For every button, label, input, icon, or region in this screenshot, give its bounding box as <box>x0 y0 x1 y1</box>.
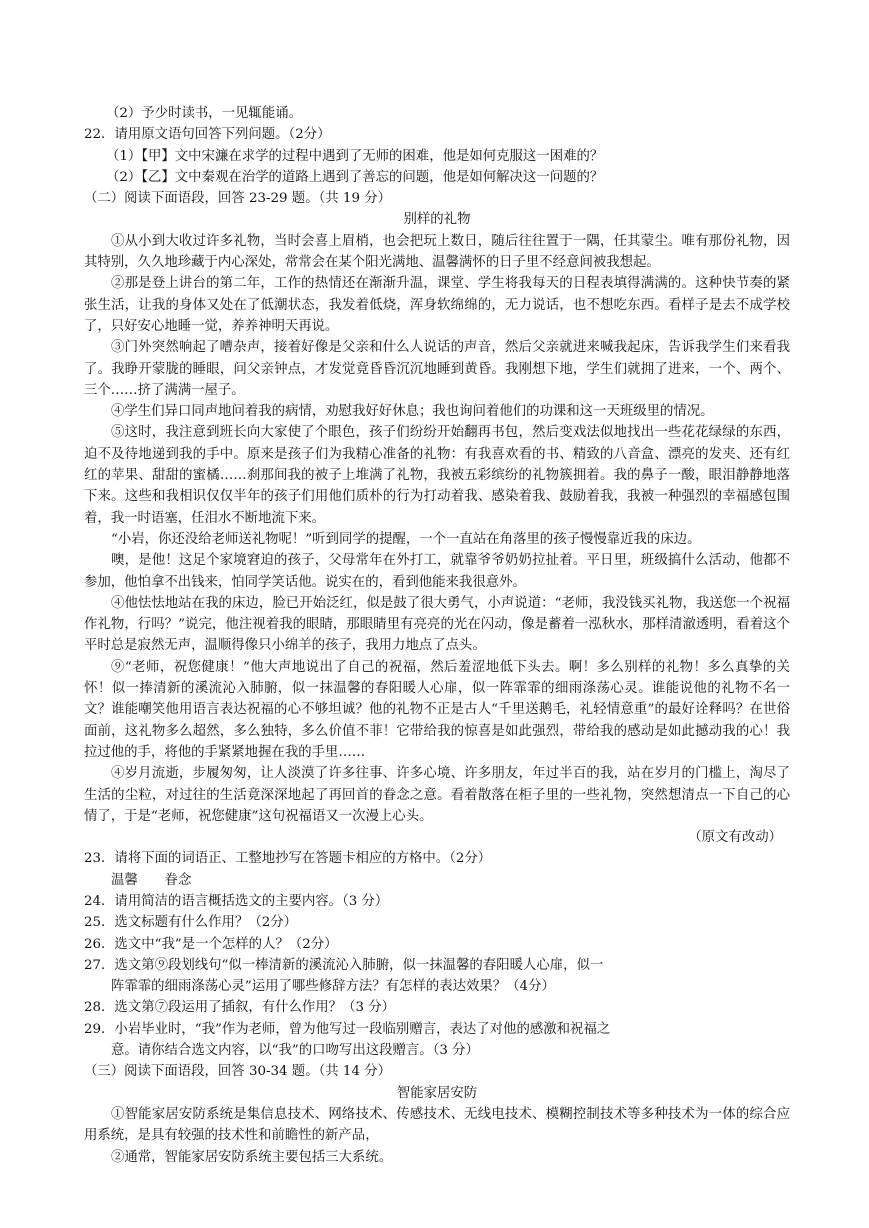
question-27: 27．选文第⑨段划线句“似一棒清新的溪流沁入肺腑，似一抹温馨的春阳暖人心扉，似一 <box>84 957 604 973</box>
question-28: 28．选文第⑦段运用了插叙，有什么作用？（3 分） <box>84 1000 396 1016</box>
paragraph-7: 噢，是他！这足个家境窘迫的孩子，父母常年在外打工，就靠爷爷奶奶拉扯着。平日里，班级搞什么活动，他都不参加，他怕拿不出钱来，怕同学笑话他。说实在的，看到他能来我很意外。 <box>84 553 790 590</box>
question-25: 25．选文标题有什么作用？（2分） <box>84 915 298 931</box>
paragraph-9: ⑨“老师，祝您健康！”他大声地说出了自己的祝福，然后羞涩地低下头去。啊！多么别样的礼物！多么真挚的关怀！似一捧清新的溪流沁入肺腑，似一抹温馨的春阳暖人心扉，似一阵霏霏的细雨涤荡心灵。谁能说他的礼物不名一文？谁能嘲笑他用语言表达祝福的心不够坦诚？他的礼物不正是古人“千里送鹅毛，礼轻情意重”的最好诠释吗？在世俗面前，这礼物多么超然，多么独特，多么价值不菲！它带给我的惊喜是如此强烈，带给我的感动是如此撼动我的心！我拉过他的手，将他的手紧紧地握在我的手里…… <box>84 659 790 760</box>
question-26: 26．选文中“我”是一个怎样的人？（2分） <box>84 936 338 952</box>
question-29-cont: 意。请你结合选文内容，以“我”的口吻写出这段赠言。（3 分） <box>111 1043 479 1059</box>
article-title-1: 别样的礼物 <box>403 212 471 228</box>
question-22-part-2: （2）【乙】文中秦观在治学的道路上遇到了善忘的问题，他是如何解决这一问题的？ <box>106 169 604 185</box>
paragraph-6: “小岩，你还没给老师送礼物呢！”听到同学的提醒，一个一直站在角落里的孩子慢慢靠近我的床边。 <box>111 531 701 547</box>
exam-content <box>84 103 790 1168</box>
question-22-part-1: （1）【甲】文中宋濂在求学的过程中遇到了无师的困难，他是如何克服这一困难的？ <box>106 148 604 164</box>
section-3-heading: （三）阅读下面语段，回答 30-34 题。（共 14 分） <box>84 1064 391 1080</box>
article-title-2: 智能家居安防 <box>396 1085 478 1101</box>
paragraph-1: ①从小到大收过许多礼物，当时会喜上眉梢，也会把玩上数日，随后往往置于一隅，任其蒙尘。唯有那份礼物，因其特别，久久地珍藏于内心深处，常常会在某个阳光满地、温馨满怀的日子里不经意间被我想起。 <box>84 233 790 271</box>
question-29: 29．小岩毕业时，“我”作为老师，曾为他写过一段临别赠言，表达了对他的感激和祝福之 <box>84 1021 611 1037</box>
question-23-words: 温馨 眷念 <box>111 872 192 888</box>
question-23: 23．请将下面的词语正、工整地抄写在答题卡相应的方格中。（2分） <box>84 851 492 867</box>
section-2-heading: （二）阅读下面语段，回答 23-29 题。（共 19 分） <box>84 191 391 207</box>
paragraph-8: ④他怯怯地站在我的床边，脸已开始泛红，似是鼓了很大勇气，小声说道：“老师，我没钱买礼物，我送您一个祝福作礼物，行吗？”说完，他注视着我的眼睛，那眼睛里有亮亮的光在闪动，像是蓄着一泓秋水，那样清澈透明，看着这个平时总是寂然无声，温顺得像只小绵羊的孩子，我用力地点了点头。 <box>84 595 790 654</box>
paragraph-10: ④岁月流逝，步履匆匆，让人淡漠了许多往事、许多心境、许多朋友，年过半百的我，站在岁月的门槛上，淘尽了生活的尘粒，对过往的生活竟深深地起了再回首的眷念之意。看着散落在柜子里的一些礼物，突然想清点一下自己的心情了，于是“老师，祝您健康”这句祝福语又一次漫上心头。 <box>84 766 790 824</box>
article-2-paragraph-1: ①智能家居安防系统是集信息技术、网络技术、传感技术、无线电技术、模糊控制技术等多种技术为一体的综合应用系统，是具有较强的技术性和前瞻性的新产品， <box>84 1106 790 1144</box>
paragraph-3: ③门外突然响起了嘈杂声，接着好像是父亲和什么人说话的声音，然后父亲就进来喊我起床，告诉我学生们来看我了。我睁开蒙胧的睡眼，问父亲钟点，才发觉竟昏昏沉沉地睡到黄昏。我刚想下地，学生们就拥了进来，一个、两个、三个……挤了满满一屋子。 <box>84 340 790 398</box>
paragraph-4: ④学生们异口同声地问着我的病情，劝慰我好好休息；我也询问着他们的功课和这一天班级里的情况。 <box>111 404 714 420</box>
article-2-paragraph-2: ②通常，智能家居安防系统主要包括三大系统。 <box>111 1149 393 1165</box>
paragraph-2: ②那是登上讲台的第二年，工作的热情还在渐渐升温，课堂、学生将我每天的日程表填得满满的。这种快节奏的紧张生活，让我的身体又处在了低潮状态，我发着低烧，浑身软绵绵的，无力说话，也不想吃东西。看样子是去不成学校了，只好安心地睡一觉，养养神明天再说。 <box>84 276 790 334</box>
question-24: 24．请用简洁的语言概括选文的主要内容。（3 分） <box>84 893 389 909</box>
answer-line: （2）予少时读书，一见辄能诵。 <box>106 106 302 121</box>
source-note: （原文有改动） <box>688 830 782 846</box>
question-22: 22．请用原文语句回答下列问题。（2分） <box>84 127 331 143</box>
paragraph-5: ⑤这时，我注意到班长向大家使了个眼色，孩子们纷纷开始翻再书包，然后变戏法似地找出一些花花绿绿的东西，迫不及待地递到我的手中。原来是孩子们为我精心准备的礼物：有我喜欢看的书、精致的八音盒、漂亮的发夹、还有红红的苹果、甜甜的蜜橘……刹那间我的被子上堆满了礼物，我被五彩缤纷的礼物簇拥着。我的鼻子一酸，眼泪静静地落下来。这些和我相识仅仅半年的孩子们用他们质朴的行为打动着我、感染着我、鼓励着我，我被一种强烈的幸福感包围着，我一时语塞，任泪水不断地流下来。 <box>84 425 790 526</box>
question-27-cont: 阵霏霏的细雨涤荡心灵”运用了哪些修辞方法？有怎样的表达效果？（4分） <box>111 979 555 995</box>
